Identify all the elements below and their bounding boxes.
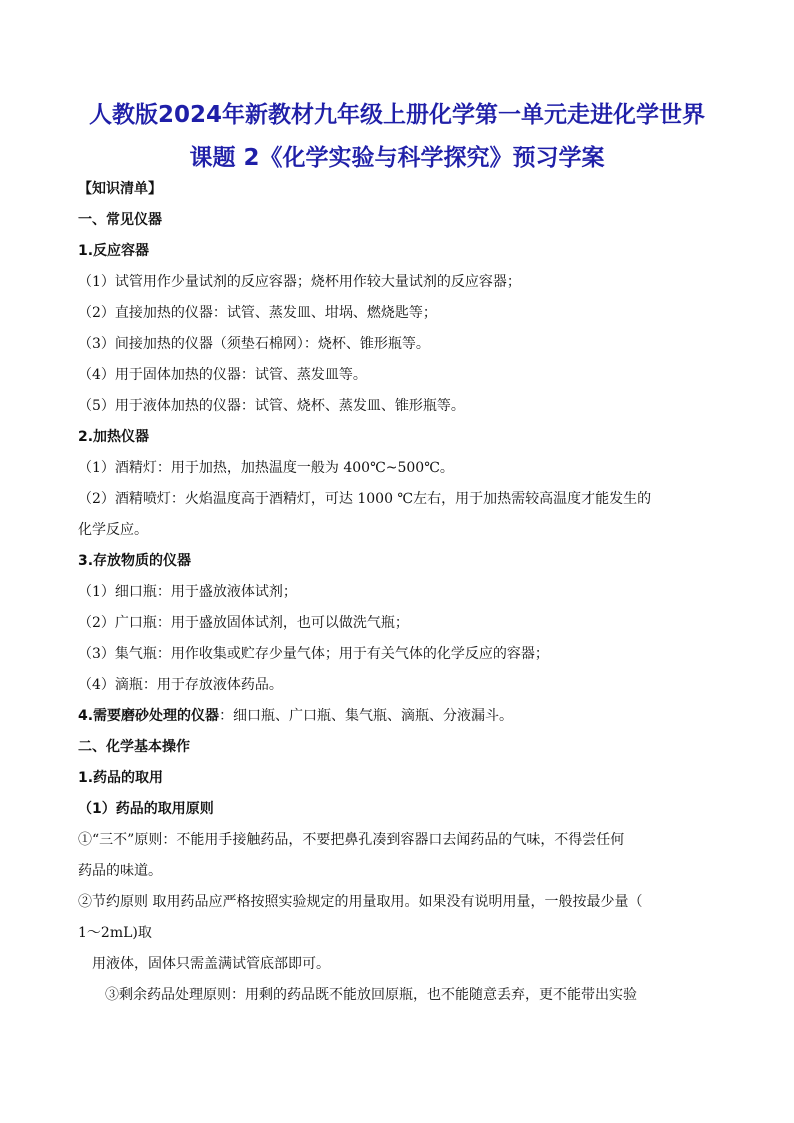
document-title-line-1: 人教版2024年新教材九年级上册化学第一单元走进化学世界: [88, 102, 705, 128]
paragraph: （5）用于液体加热的仪器：试管、烧杯、蒸发皿、锥形瓶等。: [78, 398, 465, 414]
subheading-drug-taking: 1.药品的取用: [78, 770, 164, 786]
paragraph: ②节约原则 取用药品应严格按照实验规定的用量取用。如果没有说明用量，一般按最少量（: [78, 894, 643, 910]
subheading-taking-principles: （1）药品的取用原则: [78, 801, 214, 817]
paragraph: （3）集气瓶：用作收集或贮存少量气体；用于有关气体的化学反应的容器；: [78, 646, 549, 662]
paragraph: 化学反应。: [78, 522, 148, 538]
paragraph: 药品的味道。: [78, 863, 162, 879]
inline-bold-label: 4.需要磨砂处理的仪器: [78, 708, 220, 724]
paragraph: （4）滴瓶：用于存放液体药品。: [78, 677, 283, 693]
section-heading-instruments: 一、常见仪器: [78, 212, 162, 228]
paragraph: 用液体，固体只需盖满试管底部即可。: [92, 956, 330, 972]
subheading-heating-instruments: 2.加热仪器: [78, 429, 150, 445]
paragraph: （1）细口瓶：用于盛放液体试剂；: [78, 584, 297, 600]
paragraph: （2）直接加热的仪器：试管、蒸发皿、坩埚、燃烧匙等；: [78, 305, 437, 321]
document-title-line-2: 课题 2《化学实验与科学探究》预习学案: [189, 145, 605, 171]
paragraph: （1）试管用作少量试剂的反应容器；烧杯用作较大量试剂的反应容器；: [78, 274, 521, 290]
paragraph: 1～2mL)取: [78, 925, 152, 941]
section-heading-basic-operations: 二、化学基本操作: [78, 739, 190, 755]
knowledge-list-heading: 【知识清单】: [78, 181, 162, 197]
paragraph: （3）间接加热的仪器（须垫石棉网）：烧杯、锥形瓶等。: [78, 336, 430, 352]
inline-text: ：细口瓶、广口瓶、集气瓶、滴瓶、分液漏斗。: [219, 708, 514, 724]
subheading-reaction-vessels: 1.反应容器: [78, 243, 150, 259]
paragraph: （4）用于固体加热的仪器：试管、蒸发皿等。: [78, 367, 367, 383]
paragraph-ground-glass: [78, 706, 513, 726]
subheading-storage-instruments: 3.存放物质的仪器: [78, 553, 192, 569]
paragraph: ③剩余药品处理原则：用剩的药品既不能放回原瓶，也不能随意丢弃，更不能带出实验: [105, 987, 637, 1003]
paragraph: （1）酒精灯：用于加热，加热温度一般为 400℃~500℃。: [78, 460, 454, 476]
paragraph: （2）广口瓶：用于盛放固体试剂，也可以做洗气瓶；: [78, 615, 409, 631]
paragraph: ①“三不”原则：不能用手接触药品，不要把鼻孔凑到容器口去闻药品的气味，不得尝任何: [78, 832, 625, 848]
paragraph: （2）酒精喷灯：火焰温度高于酒精灯，可达 1000 ℃左右，用于加热需较高温度才能发生的: [78, 491, 652, 507]
